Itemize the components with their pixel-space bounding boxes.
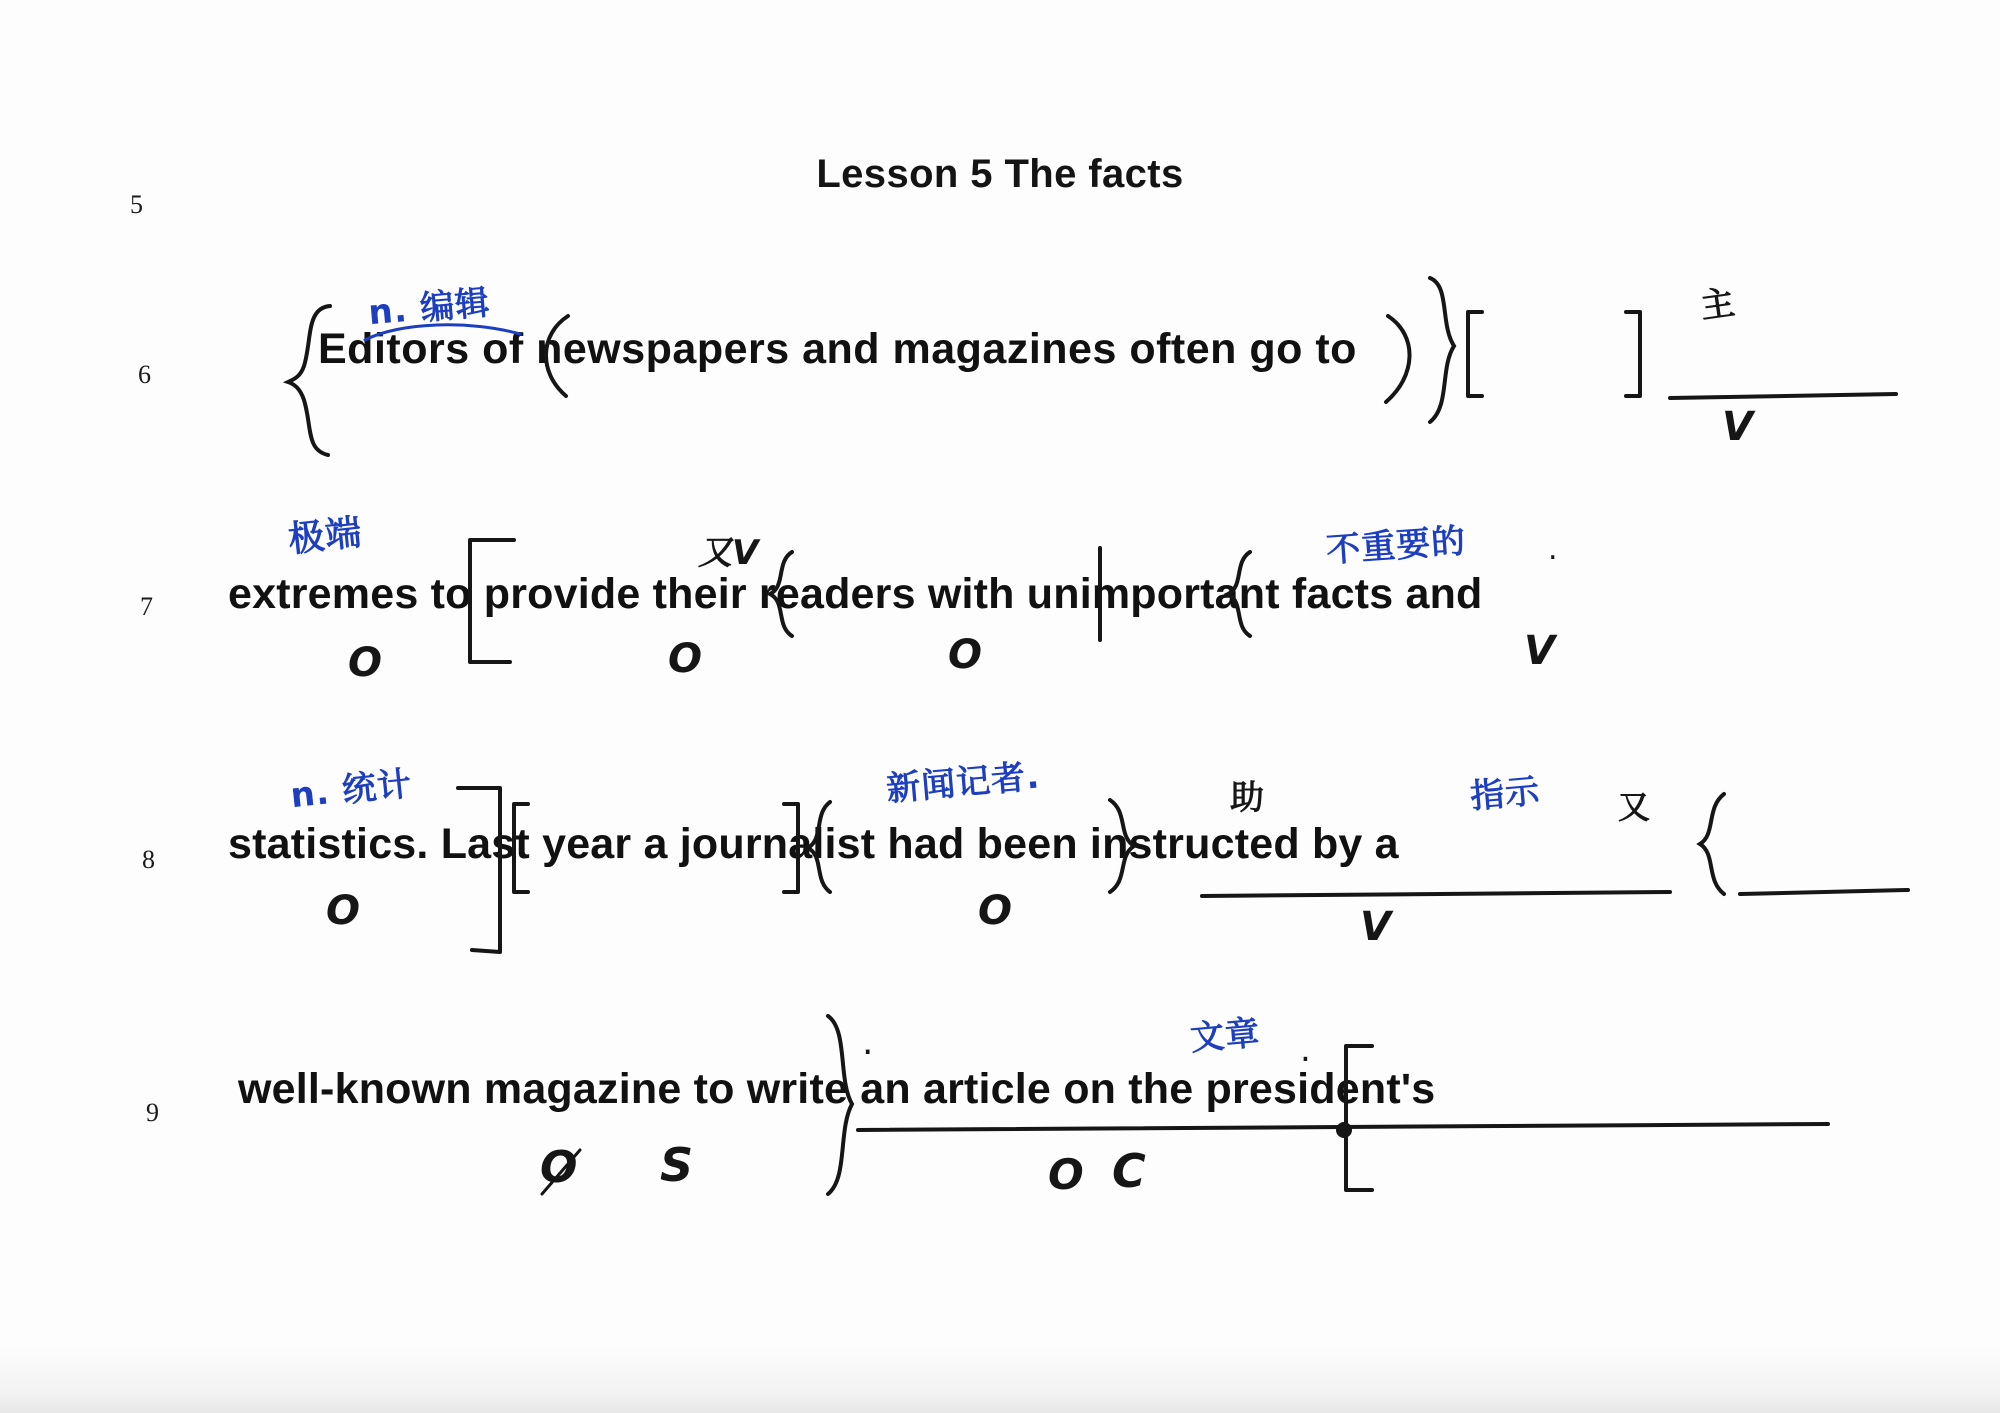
bracket-curly-before-by [1690, 790, 1732, 900]
line-number-8: 8 [142, 845, 155, 874]
text-line-7: extremes to provide their readers with unimportant facts and [228, 570, 1483, 618]
annotation-dot-unimportant: . [1548, 532, 1558, 567]
underline-had-been-instructed [1200, 888, 1680, 906]
annotation-magazine-object-mark: O [540, 1142, 578, 1193]
annotation-write-object-mark: O [1048, 1150, 1084, 1199]
annotation-subject-mark-line9: S [660, 1138, 694, 1192]
line-number-7: 7 [140, 592, 153, 621]
bracket-paren-close-magazines [1380, 312, 1434, 408]
line-number-6: 6 [138, 360, 151, 389]
annotation-article-gloss: 文章 [1188, 1013, 1262, 1059]
annotation-dot-after-article: . [1300, 1030, 1311, 1070]
annotation-had-auxiliary-mark: 助 [1230, 778, 1265, 818]
annotation-statistics-gloss: n. 统计 [288, 763, 415, 817]
annotation-go-verb-mark: V [1722, 404, 1753, 450]
annotation-provide-verb-mark: 又V [698, 533, 759, 573]
bracket-square-open-often [1462, 308, 1486, 404]
annotation-instructed-gloss: 指示 [1468, 771, 1542, 817]
annotation-go-subject-mark: 主 [1697, 282, 1739, 328]
annotation-unimportant-gloss: 不重要的 [1325, 521, 1468, 571]
line-number-9: 9 [146, 1098, 159, 1127]
annotation-editors-gloss: n. 编辑 [366, 282, 492, 334]
annotation-extremes-object-mark: O [348, 640, 383, 686]
annotation-instructed-again-mark: 又 [1618, 788, 1652, 826]
bracket-curly-close-line6 [1424, 272, 1470, 432]
annotation-dot-after-magazine: . [862, 1022, 874, 1063]
text-line-8: statistics. Last year a journalist had been instructed by a [228, 820, 1399, 868]
annotation-journalist-gloss: 新闻记者. [884, 756, 1042, 810]
annotation-instructed-verb-mark: V [1360, 904, 1391, 950]
annotation-object-strike [534, 1142, 594, 1206]
bracket-curly-open-line6 [282, 300, 352, 460]
page-title: Lesson 5 The facts [816, 152, 1184, 196]
annotation-write-complement-mark: C [1112, 1144, 1146, 1198]
underline-to-write-article [856, 1122, 1836, 1140]
annotation-readers-object-mark: O [948, 632, 983, 678]
annotation-unimportant-verb-mark: V [1524, 628, 1555, 674]
annotation-provide-object-mark: O [668, 636, 703, 682]
bracket-square-close-often [1622, 308, 1646, 404]
underline-by-a [1738, 886, 1918, 904]
annotation-statistics-object-mark: O [326, 888, 361, 934]
underline-go-to [1668, 390, 1908, 410]
annotation-node-dot [1332, 1118, 1358, 1144]
text-line-6: Editors of newspapers and magazines often go to [318, 325, 1357, 373]
line-number-5: 5 [130, 190, 143, 219]
annotation-journalist-object-mark: O [978, 888, 1013, 934]
annotation-extremes-gloss: 极端 [286, 512, 365, 561]
text-line-9: well-known magazine to write an article on the president's [238, 1065, 1436, 1113]
bracket-after-statistics [452, 782, 512, 962]
